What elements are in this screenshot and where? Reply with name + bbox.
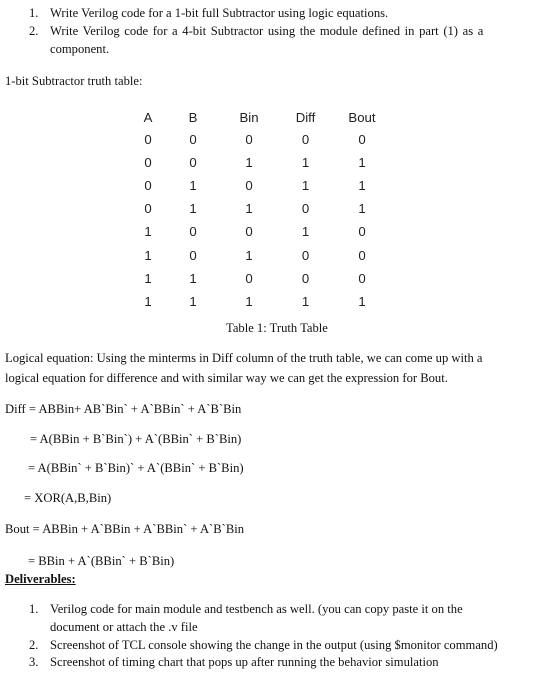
task-number: 2. [29,24,39,38]
cell-a: 1 [144,293,152,309]
header-a: A [143,109,153,125]
table-row [131,128,390,151]
cell-bout: 0 [358,270,366,286]
cell-diff: 1 [301,293,310,309]
cell-bin: 1 [245,247,253,263]
header-bin: Bin [239,109,259,125]
list-number: 1. [29,602,39,616]
cell-diff: 1 [301,155,310,171]
equation-bout: Bout = ABBin + A`BBin + A`BBin` + A`B`Bin [5,522,245,536]
equation-step: = BBin + A`(BBin` + B`Bin) [28,554,175,568]
list-item: Screenshot of timing chart that pops up after running the behavior simulation [50,655,439,669]
cell-b: 0 [189,132,197,148]
task-text-continued: component. [50,42,110,56]
cell-bin: 0 [245,178,253,194]
cell-b: 0 [189,155,197,171]
cell-b: 1 [189,293,197,309]
cell-diff: 1 [301,178,310,194]
logical-equation-text: logical equation for difference and with similar way we can get the expression for Bout. [5,371,448,385]
cell-a: 0 [144,132,152,148]
cell-b: 1 [189,201,197,217]
logical-equation-text: Logical equation: Using the minterms in Diff column of the truth table, we can come up with a [5,351,483,365]
cell-bin: 1 [245,293,253,309]
cell-diff: 0 [301,270,310,286]
cell-bout: 0 [358,132,366,148]
cell-bin: 0 [245,132,253,148]
table-row [131,197,390,220]
cell-b: 0 [189,224,197,240]
equation-step: = A(BBin` + B`Bin)` + A`(BBin` + B`Bin) [28,461,244,475]
equation-diff: Diff = ABBin+ AB`Bin` + A`BBin` + A`B`Bin [5,402,242,416]
cell-diff: 0 [301,201,310,217]
cell-a: 1 [144,224,152,240]
cell-bout: 1 [358,178,366,194]
cell-bout: 0 [358,247,366,263]
cell-bout: 1 [358,293,366,309]
cell-diff: 1 [301,224,310,240]
cell-bin: 0 [245,270,253,286]
equation-step: = XOR(A,B,Bin) [24,491,112,505]
cell-bin: 1 [245,155,253,171]
cell-a: 0 [144,178,152,194]
table-row [131,290,390,313]
header-bout: Bout [348,109,376,125]
cell-bout: 1 [358,201,366,217]
truth-table [131,106,390,313]
cell-bin: 1 [245,201,253,217]
list-item: Screenshot of TCL console showing the change in the output (using $monitor command) [50,638,498,652]
table-row [131,151,390,174]
task-text: Write Verilog code for a 4-bit Subtractor using the module defined in part (1) as a [50,24,484,38]
header-b: B [188,109,198,125]
task-text: Write Verilog code for a 1-bit full Subtractor using logic equations. [50,6,389,20]
cell-b: 1 [189,270,197,286]
table-row [131,243,390,266]
cell-diff: 0 [301,247,310,263]
table-intro: 1-bit Subtractor truth table: [5,74,143,88]
table-row [131,220,390,243]
cell-bin: 0 [245,224,253,240]
cell-a: 0 [144,155,152,171]
equation-step: = A(BBin + B`Bin`) + A`(BBin` + B`Bin) [30,432,242,446]
table-row [131,267,390,290]
task-number: 1. [29,6,39,20]
cell-a: 1 [144,270,152,286]
cell-b: 0 [189,247,197,263]
cell-bout: 0 [358,224,366,240]
cell-a: 0 [144,201,152,217]
header-diff: Diff [295,109,316,125]
list-item-continued: document or attach the .v file [50,620,198,634]
list-item: Verilog code for main module and testbench as well. (you can copy paste it on the [50,602,463,616]
cell-b: 1 [189,178,197,194]
table-header-row [131,106,390,128]
cell-a: 1 [144,247,152,263]
cell-bout: 1 [358,155,366,171]
deliverables-heading: Deliverables: [5,572,76,586]
table-row [131,174,390,197]
table-caption: Table 1: Truth Table [226,321,328,335]
cell-diff: 0 [301,132,310,148]
list-number: 3. [29,655,39,669]
list-number: 2. [29,638,39,652]
